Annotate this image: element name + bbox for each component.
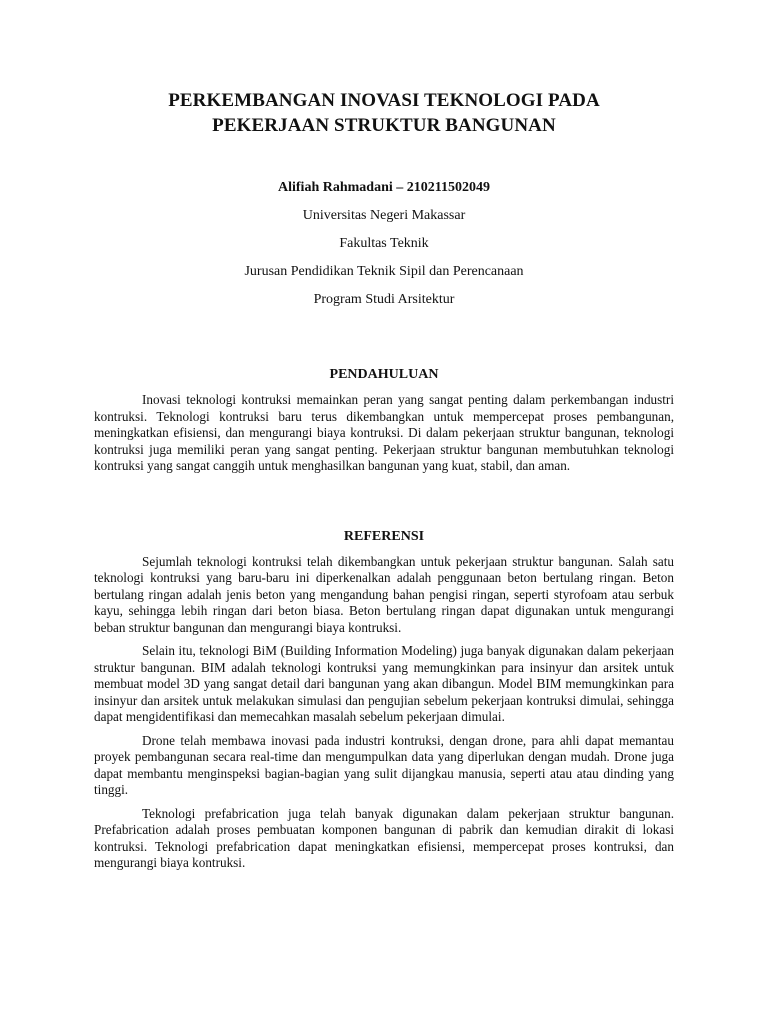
paragraph-intro-1: Inovasi teknologi kontruksi memainkan peran yang sangat penting dalam perkembangan industri kontruksi. Teknologi kontruksi baru terus dikembangkan untuk mempercepat proses pembangunan, meningkatkan efisiensi, dan mengurangi biaya kontruksi. Di dalam pekerjaan struktur bangunan, teknologi kontruksi juga memiliki peran yang sangat penting. Pekerjaan struktur bangunan membutuhkan teknologi kontruksi yang sangat canggih untuk menghasilkan bangunan yang kuat, stabil, dan aman. xyxy=(94,392,674,473)
section-heading-pendahuluan: PENDAHULUAN xyxy=(329,367,439,382)
paragraph-ref-2: Selain itu, teknologi BiM (Building Information Modeling) juga banyak digunakan dalam pekerjaan struktur bangunan. BIM adalah teknologi kontruksi yang memungkinkan para insinyur dan arsitek untuk membuat model 3D yang sangat detail dari bangunan yang akan dibangun. Model BIM memungkinkan para insinyur dan arsitek untuk melakukan simulasi dan pengujian sebelum pekerjaan kontruksi dimulai, sehingga dapat mengidentifikasi dan memecahkan masalah sebelum pekerjaan dimulai. xyxy=(94,643,674,724)
paper-title-line-2: PEKERJAAN STRUKTUR BANGUNAN xyxy=(212,115,556,136)
paragraph-ref-4: Teknologi prefabrication juga telah banyak digunakan dalam pekerjaan struktur bangunan. Prefabrication adalah proses pembuatan komponen bangunan di pabrik dan kemudian dirakit di lokasi kontruksi. Teknologi prefabrication dapat meningkatkan efisiensi, mempercepat proses kontruksi, dan mengurangi biaya kontruksi. xyxy=(94,805,674,870)
paper-title-line-1: PERKEMBANGAN INOVASI TEKNOLOGI PADA xyxy=(168,90,600,111)
section-heading-referensi: REFERENSI xyxy=(343,528,425,544)
paper-title xyxy=(94,0,674,138)
paragraph-ref-3: Drone telah membawa inovasi pada industri kontruksi, dengan drone, para ahli dapat memantau proyek pembangunan secara real-time dan mengumpulkan data yang diperlukan dengan mudah. Drone juga dapat membantu menginspeksi bagian-bagian yang sulit dijangkau manusia, seperti atau atau dinding yang tinggi. xyxy=(94,732,674,797)
paragraph-ref-1: Sejumlah teknologi kontruksi telah dikembangkan untuk pekerjaan struktur bangunan. Salah satu teknologi kontruksi yang baru-baru ini diperkenalkan adalah penggunaan beton bertulang ringan. Beton bertulang ringan adalah jenis beton yang mengandung bahan pengisi ringan, seperti styrofoam atau serbuk kayu, sehingga lebih ringan dari beton biasa. Beton bertulang ringan dapat digunakan untuk mengurangi beban struktur bangunan dan mengurangi biaya kontruksi. xyxy=(94,553,674,635)
affiliation-block xyxy=(94,207,674,309)
author-line: Alifiah Rahmadani – 210211502049 xyxy=(278,180,490,195)
faculty-name: Fakultas Teknik xyxy=(339,236,429,251)
university-name: Universitas Negeri Makassar xyxy=(302,208,466,223)
department-name: Jurusan Pendidikan Teknik Sipil dan Perencanaan xyxy=(244,264,524,279)
program-name: Program Studi Arsitektur xyxy=(313,292,455,307)
